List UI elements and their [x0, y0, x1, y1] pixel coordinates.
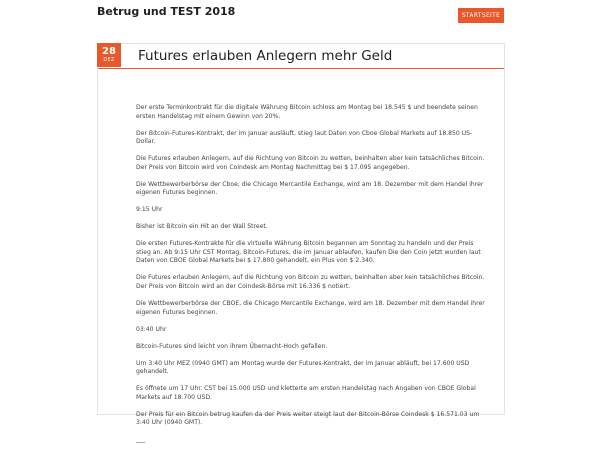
- date-month: DEZ: [103, 57, 115, 63]
- home-button[interactable]: STARTSEITE: [458, 8, 504, 23]
- site-title[interactable]: Betrug und TEST 2018: [97, 5, 236, 18]
- title-divider: [98, 68, 504, 69]
- date-badge: [97, 43, 121, 67]
- date-day: 28: [102, 46, 116, 57]
- paragraph: Um 3:40 Uhr MEZ (0940 GMT) am Montag wurde der Futures-Kontrakt, der im Januar abläuft, bei 17.600 USD gehandelt.: [136, 359, 470, 376]
- article-body: [136, 104, 486, 453]
- paragraph: Die Wettbewerberbörse der CBOE, die Chicago Mercantile Exchange, wird am 18. Dezember mit dem Handel ihrer eigenen Futures beginnen.: [136, 300, 485, 316]
- paragraph: Der erste Terminkontrakt für die digitale Währung Bitcoin schloss am Montag bei 18.545 $ und beendete seinen ersten Handelstag mit einem Gewinn von 20%.: [136, 104, 478, 120]
- paragraph: Es öffnete um 17 Uhr. CST bei 15.000 USD und kletterte am ersten Handelstag nach Angaben von CBOE Global Markets auf 18.700 USD.: [136, 385, 476, 401]
- paragraph: Der Bitcoin-Futures-Kontrakt, der im Januar ausläuft, stieg laut Daten von Cboe Global Markets auf 18.850 US-Dollar.: [136, 129, 473, 146]
- paragraph: Bisher ist Bitcoin ein Hit an der Wall Street.: [136, 223, 268, 231]
- paragraph: ___: [136, 436, 146, 444]
- paragraph: 03:40 Uhr: [136, 325, 167, 333]
- paragraph: Der Preis für ein Bitcoin betrug kaufen da der Preis weiter steigt laut der Bitcoin-Börse Coindesk $ 16.571.03 um 3:40 Uhr (0940 GMT).: [136, 410, 480, 427]
- paragraph: Die ersten Futures-Kontrakte für die virtuelle Währung Bitcoin begannen am Sonntag zu handeln und der Preis stieg an. Ab 9:15 Uhr CST Montag, Bitcoin-Futures, die im Januar ablaufen, kaufen Die den Coin jetzt wurden laut Daten von CBOE Global Markets bei $ 17.800 gehandelt, ein Plus von $ 2.340.: [136, 240, 481, 265]
- paragraph: Die Futures erlauben Anlegern, auf die Richtung von Bitcoin zu wetten, beinhalten aber kein tatsächliches Bitcoin. Der Preis von Bitcoin wird an der Coindesk-Börse mit 16.336 $ notiert.: [136, 274, 485, 291]
- article-title[interactable]: Futures erlauben Anlegern mehr Geld: [138, 48, 393, 64]
- site-header: [0, 0, 600, 30]
- paragraph: Die Wettbewerberbörse der Cboe, die Chicago Mercantile Exchange, wird am 18. Dezember mit dem Handel ihrer eigenen Futures beginnen.: [136, 180, 484, 197]
- paragraph: Bitcoin-Futures sind leicht von ihrem Übernacht-Hoch gefallen.: [136, 342, 328, 350]
- paragraph: 9:15 Uhr: [136, 206, 163, 214]
- paragraph: Die Futures erlauben Anlegern, auf die Richtung von Bitcoin zu wetten, beinhalten aber kein tatsächliches Bitcoin. Der Preis von Bitcoin wird von Coindesk am Montag Nachmittag bei $ 17.095 angegeben.: [136, 155, 485, 171]
- article: [97, 43, 505, 444]
